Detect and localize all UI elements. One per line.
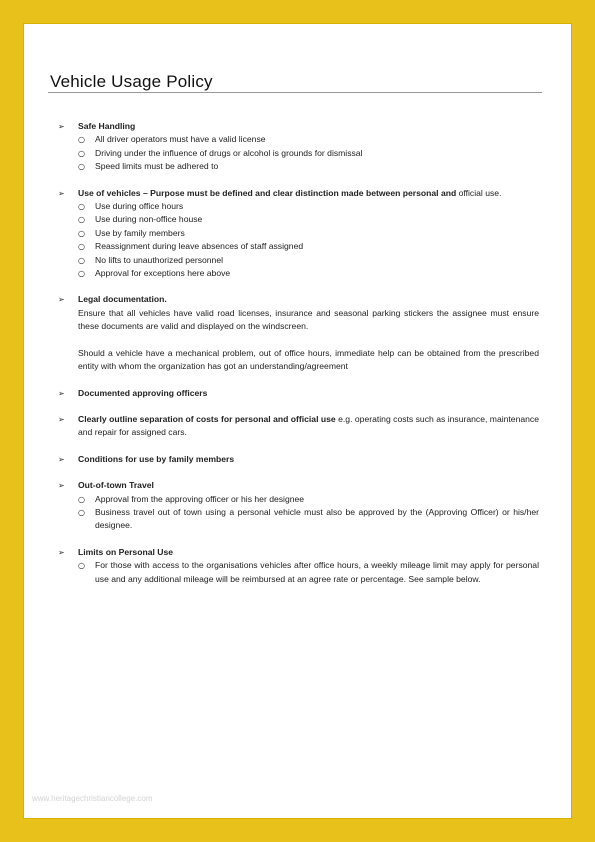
list-item: ○ Driving under the influence of drugs or alcohol is grounds for dismissal	[78, 147, 539, 160]
section-cost-separation	[58, 413, 539, 440]
circle-bullet-icon: ○	[78, 215, 85, 225]
circle-bullet-icon: ○	[78, 242, 85, 252]
circle-bullet-icon: ○	[78, 494, 85, 504]
list-item: ○ Approval for exceptions here above	[78, 267, 539, 280]
section-approving-officers	[58, 387, 539, 400]
arrow-bullet-icon: ➢	[58, 481, 65, 491]
section-limits-personal-use	[58, 546, 539, 586]
circle-bullet-icon: ○	[78, 269, 85, 279]
circle-bullet-icon: ○	[78, 507, 85, 517]
paragraph: Should a vehicle have a mechanical problem, out of office hours, immediate help can be obtained from the prescribed entity with whom the organization has got an understanding/agreement	[78, 347, 539, 372]
section-family-conditions	[58, 453, 539, 466]
section-heading: Documented approving officers	[78, 387, 208, 398]
arrow-bullet-icon: ➢	[58, 454, 65, 464]
document-body	[58, 120, 539, 586]
list-item: ○ Use during non-office house	[78, 213, 539, 226]
watermark-text: www.heritagechristiancollege.com	[32, 794, 153, 803]
list-item: ○ Use by family members	[78, 227, 539, 240]
section-safe-handling	[58, 120, 539, 174]
list-item: ○ Business travel out of town using a personal vehicle must also be approved by the (Approving Officer) or his/her designee.	[78, 506, 539, 531]
list-item: ○ No lifts to unauthorized personnel	[78, 254, 539, 267]
list-item: ○ Reassignment during leave absences of staff assigned	[78, 240, 539, 253]
arrow-bullet-icon: ➢	[58, 188, 65, 198]
arrow-bullet-icon: ➢	[58, 547, 65, 557]
section-heading: Clearly outline separation of costs for personal and official use e.g. operating costs such as insurance, maintenance and repair for assigned cars.	[78, 413, 539, 438]
circle-bullet-icon: ○	[78, 255, 85, 265]
arrow-bullet-icon: ➢	[58, 295, 65, 305]
arrow-bullet-icon: ➢	[58, 388, 65, 398]
list-item: ○ Use during office hours	[78, 200, 539, 213]
paragraph: Ensure that all vehicles have valid road licenses, insurance and seasonal parking stickers the assignee must ensure these documents are valid and displayed on the windscreen.	[78, 307, 539, 332]
list-item: ○ Speed limits must be adhered to	[78, 160, 539, 173]
list-item: ○ All driver operators must have a valid license	[78, 133, 539, 146]
circle-bullet-icon: ○	[78, 148, 85, 158]
arrow-bullet-icon: ➢	[58, 414, 65, 424]
circle-bullet-icon: ○	[78, 561, 85, 571]
circle-bullet-icon: ○	[78, 228, 85, 238]
section-heading: Legal documentation.	[78, 294, 167, 305]
title-divider	[48, 92, 542, 93]
document-page	[24, 24, 571, 818]
list-item: ○ Approval from the approving officer or his her designee	[78, 493, 539, 506]
section-legal-documentation	[58, 293, 539, 373]
section-use-of-vehicles	[58, 187, 539, 281]
circle-bullet-icon: ○	[78, 202, 85, 212]
page-title: Vehicle Usage Policy	[50, 72, 213, 91]
section-out-of-town-travel	[58, 479, 539, 533]
section-heading: Conditions for use by family members	[78, 453, 235, 464]
arrow-bullet-icon: ➢	[58, 122, 65, 131]
circle-bullet-icon: ○	[78, 135, 85, 145]
section-heading: Limits on Personal Use	[78, 546, 174, 557]
list-item: ○ For those with access to the organisations vehicles after office hours, a weekly mileage limit may apply for personal use and any additional mileage will be reimbursed at an agree rate or percentage. See sample below.	[78, 560, 539, 584]
section-heading: Use of vehicles – Purpose must be defined and clear distinction made between personal and official use.	[78, 187, 502, 198]
circle-bullet-icon: ○	[78, 162, 85, 172]
section-heading: Safe Handling	[78, 121, 136, 131]
section-heading: Out-of-town Travel	[78, 480, 154, 491]
